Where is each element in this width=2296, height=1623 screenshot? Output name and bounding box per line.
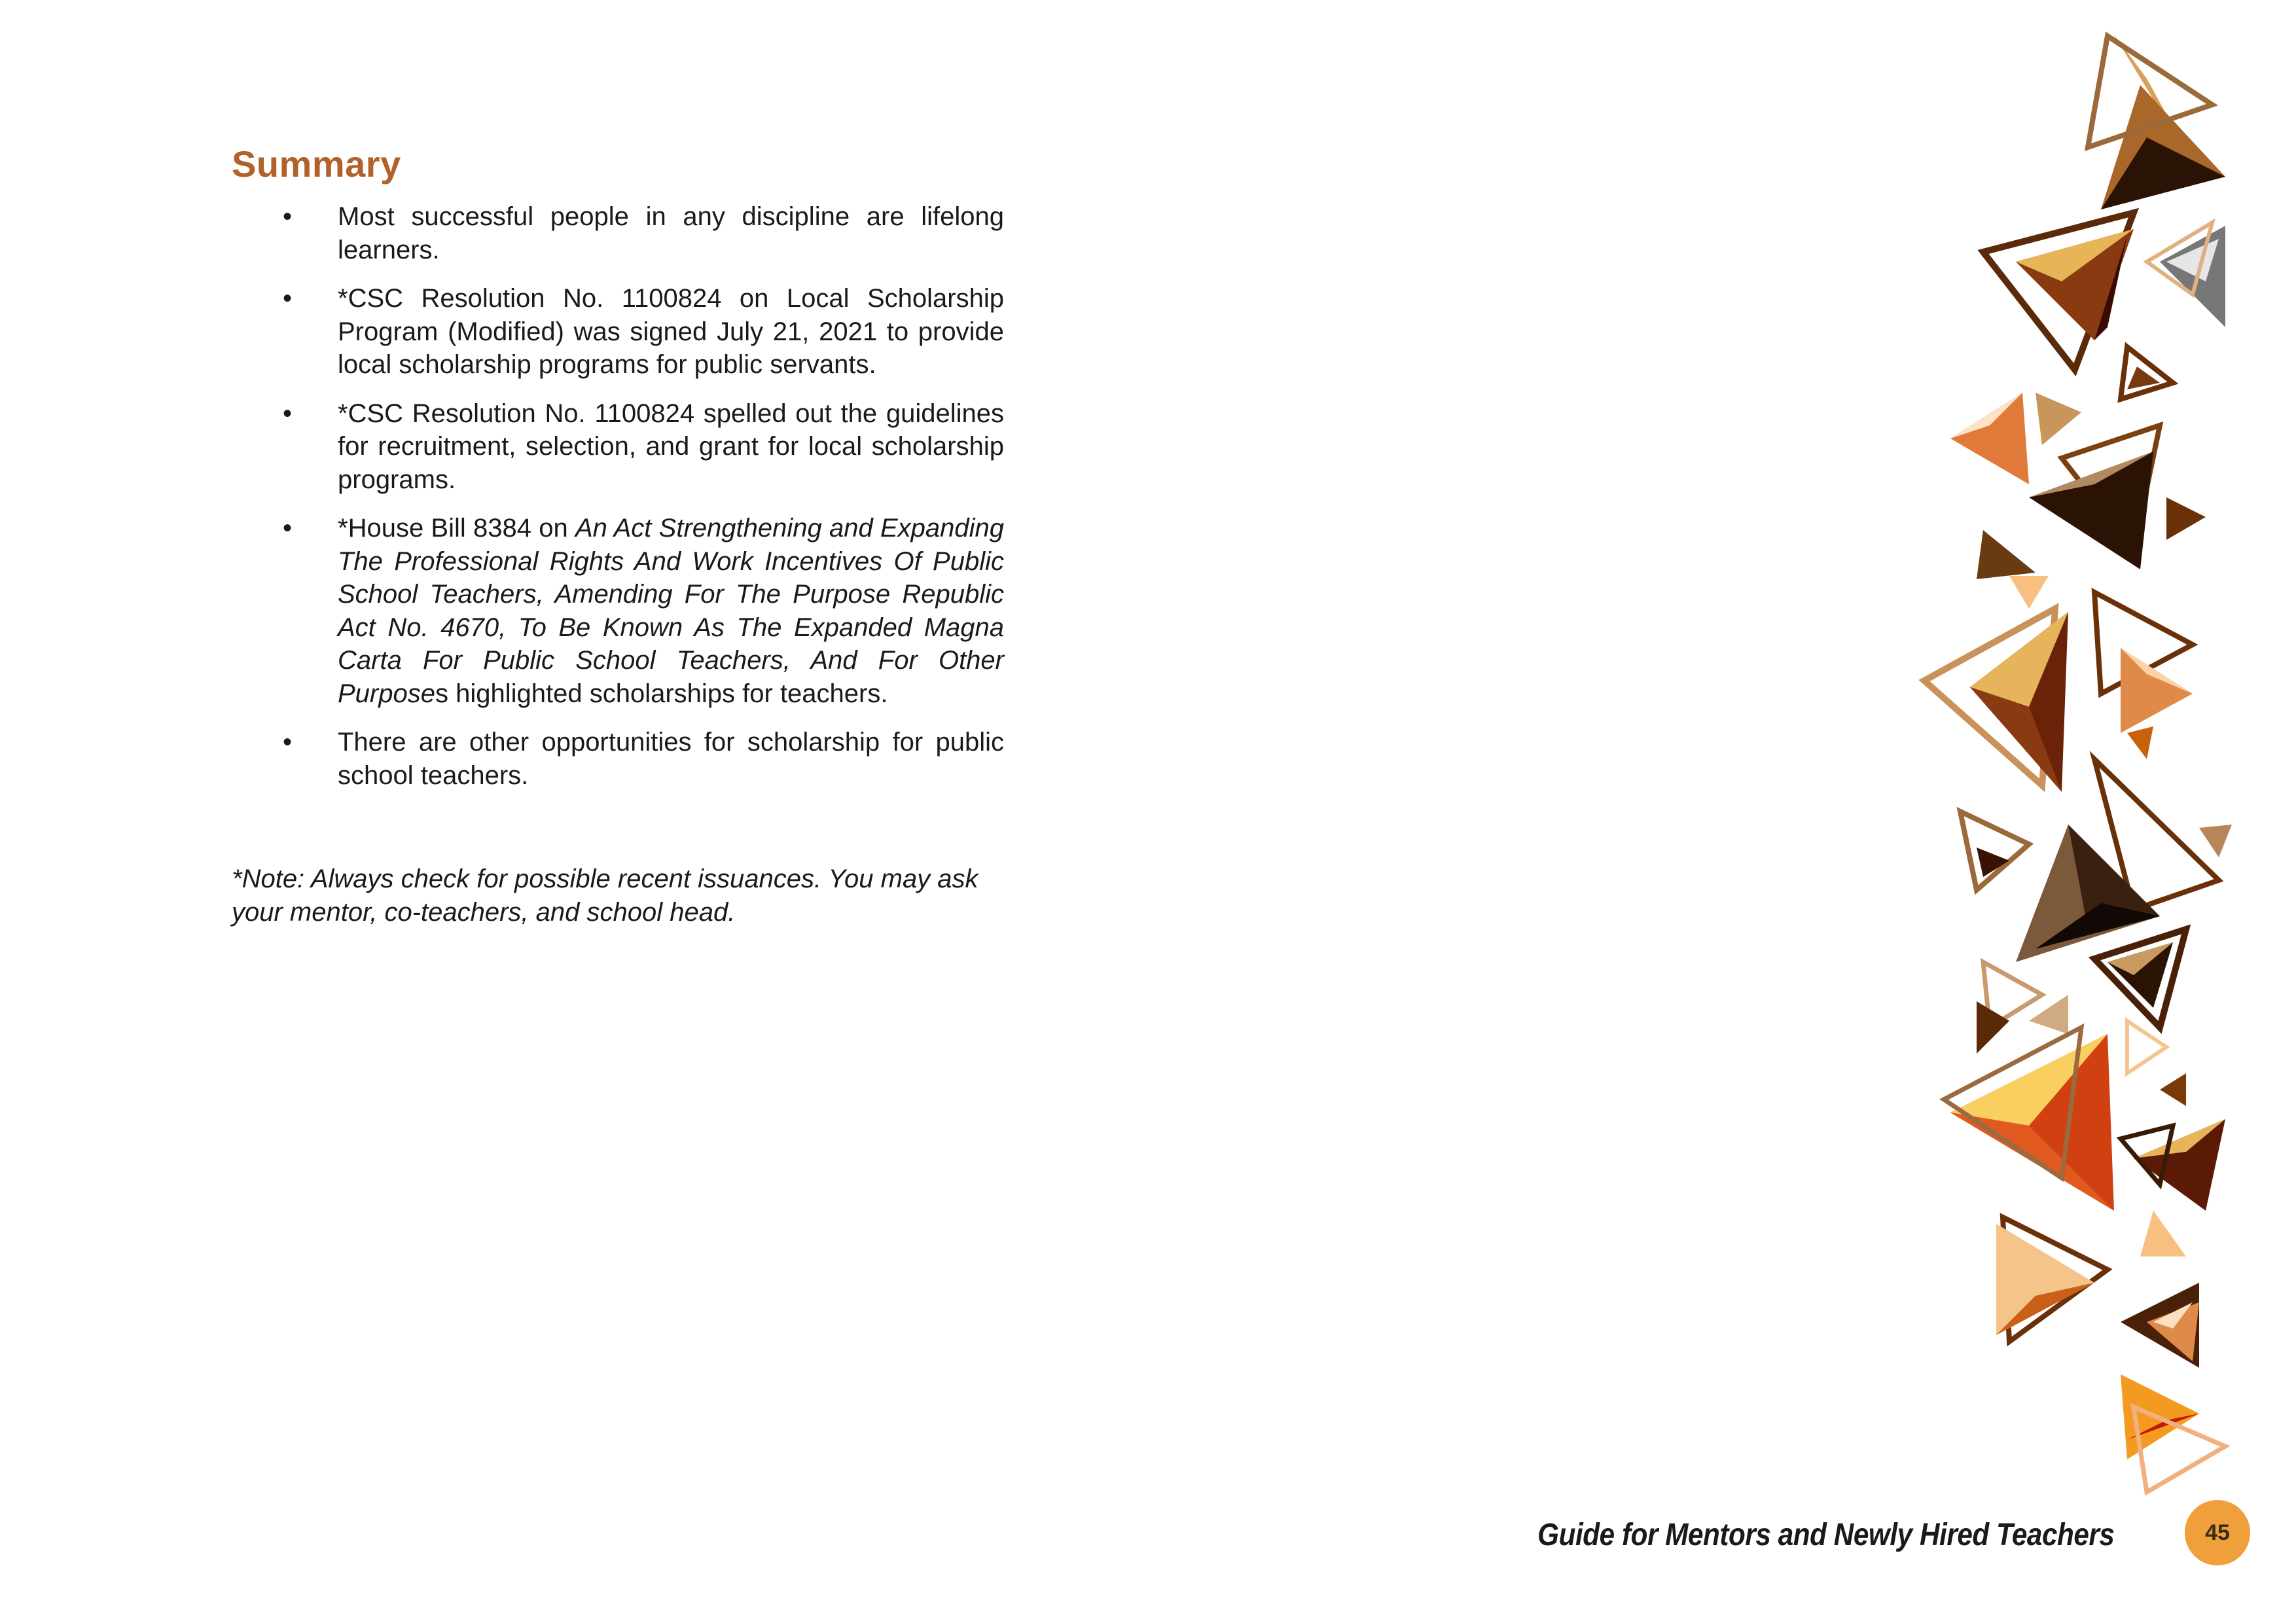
bullet-item-5 — [232, 726, 1004, 792]
footer-guide-title: Guide for Mentors and Newly Hired Teachers — [1537, 1518, 2114, 1552]
triangle-icon — [2166, 497, 2206, 540]
triangle-icon — [2009, 576, 2049, 609]
triangle-icon — [1950, 393, 2029, 484]
summary-heading: Summary — [232, 143, 401, 185]
bullet-text: There are other opportunities for scholarship for public school teachers. — [338, 728, 1004, 790]
bullet-text: *CSC Resolution No. 1100824 spelled out the guidelines for recruitment, selection, and grant for local scholarship programs. — [338, 399, 1004, 494]
triangle-icon — [2121, 347, 2173, 399]
bullet-text: Most successful people in any discipline are lifelong learners. — [338, 202, 1004, 264]
triangle-icon — [2199, 825, 2232, 857]
bullet-text: *CSC Resolution No. 1100824 on Local Scholarship Program (Modified) was signed July 21, 2021 to provide local scholarship programs for public servants. — [338, 284, 1004, 379]
bullet-dot-icon: • — [283, 284, 293, 313]
bullet-item-2 — [232, 282, 1004, 382]
bullet-dot-icon: • — [283, 399, 293, 428]
triangle-icon — [2140, 1211, 2186, 1257]
triangle-icon — [2029, 452, 2153, 569]
triangle-icon — [1960, 812, 2029, 890]
triangle-icon — [2160, 1073, 2186, 1106]
bullet-text-tail: s highlighted scholarships for teachers. — [435, 679, 888, 708]
summary-bullet-list — [232, 200, 1004, 808]
page-number-badge: 45 — [2185, 1500, 2250, 1565]
bullet-text-lead: *House Bill 8384 on — [338, 514, 575, 543]
bullet-item-1 — [232, 200, 1004, 266]
bill-title-italic: An Act Strengthening and Expanding The Professional Rights And Work Incentives Of Public School Teachers, Amending For The Purpose Republic Act No. 4670, To Be Known As The Expanded Magna Carta For Public School Teachers, And For Other Purpose — [338, 514, 1004, 708]
triangle-decoration-icon — [1820, 0, 2296, 1623]
triangle-icon — [1977, 530, 2036, 579]
bullet-item-3 — [232, 397, 1004, 497]
bullet-dot-icon: • — [283, 514, 293, 543]
triangle-icon — [1977, 1001, 2009, 1054]
bullet-dot-icon: • — [283, 728, 293, 757]
triangle-icon — [2121, 648, 2193, 733]
triangle-icon — [2036, 393, 2081, 445]
note-text: *Note: Always check for possible recent issuances. You may ask your mentor, co-teachers, and school head. — [232, 865, 978, 927]
triangle-icon — [2127, 726, 2153, 759]
bullet-item-4 — [232, 512, 1004, 710]
bullet-dot-icon: • — [283, 202, 293, 231]
